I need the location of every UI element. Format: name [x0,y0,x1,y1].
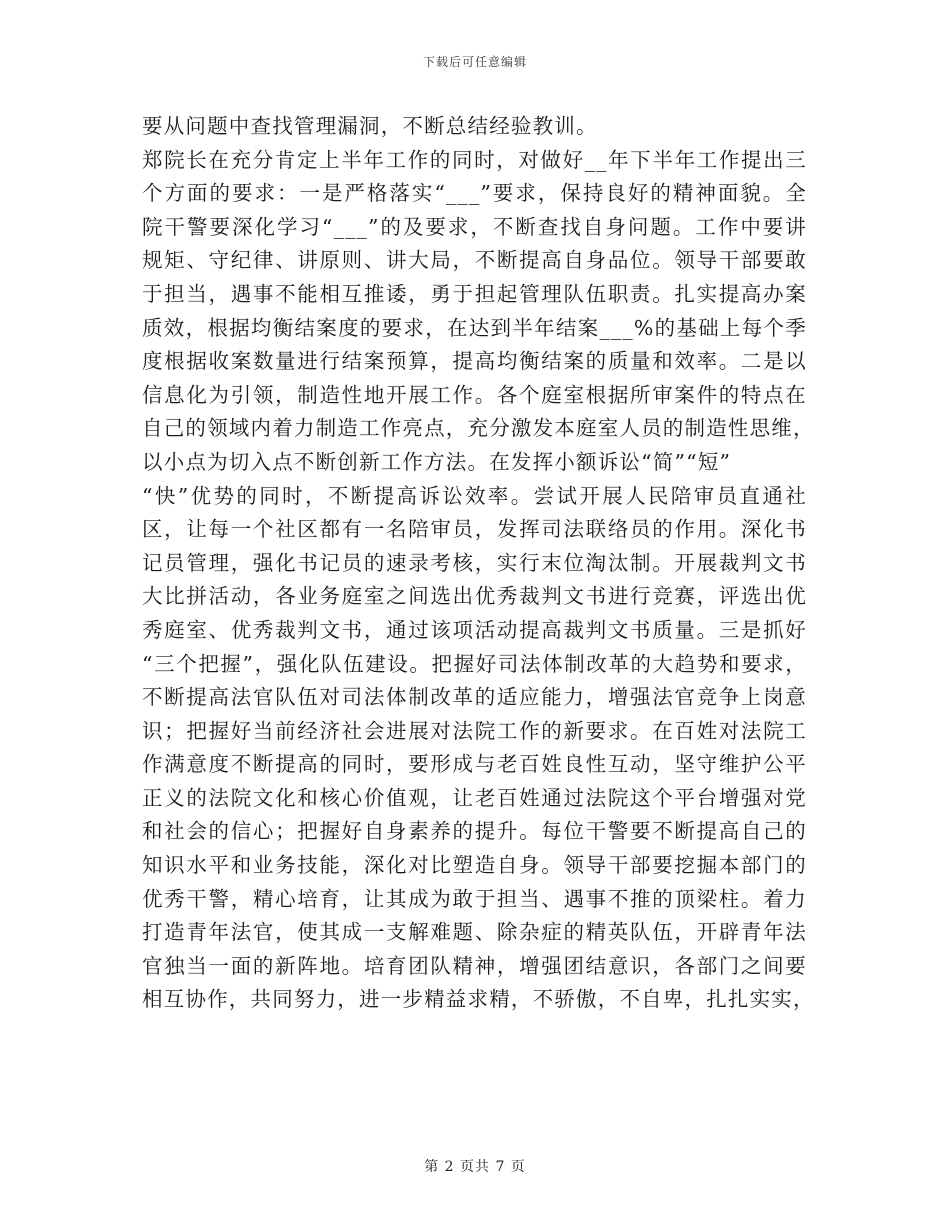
text-line: 官独当一面的新阵地。培育团队精神，增强团结意识，各部门之间要 [142,953,807,978]
text-line: 自己的领域内着力制造工作亮点，充分激发本庭室人员的制造性思维， [142,416,815,441]
text-line: 郑院长在充分肯定上半年工作的同时，对做好__年下半年工作提出三 [142,147,807,172]
text-line: 区，让每一个社区都有一名陪审员，发挥司法联络员的作用。深化书 [142,517,807,542]
text-line: 秀庭室、优秀裁判文书，通过该项活动提高裁判文书质量。三是抓好 [142,617,807,642]
page-number: 第 2 页共 7 页 [424,1159,526,1175]
text-line: 规矩、守纪律、讲原则、讲大局，不断提高自身品位。领导干部要敢 [142,248,807,273]
document-body [142,110,815,1017]
text-line: 质效，根据均衡结案度的要求，在达到半年结案___%的基础上每个季 [142,315,807,340]
text-line: 个方面的要求：一是严格落实“___”要求，保持良好的精神面貌。全 [142,181,807,206]
text-line: “快”优势的同时，不断提高诉讼效率。尝试开展人民陪审员直通社 [142,483,807,508]
text-line: 于担当，遇事不能相互推诿，勇于担起管理队伍职责。扎实提高办案 [142,281,807,306]
text-line: 打造青年法官，使其成一支解难题、除杂症的精英队伍，开辟青年法 [142,920,807,945]
text-line: 作满意度不断提高的同时，要形成与老百姓良性互动，坚守维护公平 [142,752,807,777]
text-line: 识；把握好当前经济社会进展对法院工作的新要求。在百姓对法院工 [142,718,807,743]
text-line: 大比拼活动，各业务庭室之间选出优秀裁判文书进行竞赛，评选出优 [142,584,807,609]
text-line: 相互协作，共同努力，进一步精益求精，不骄傲，不自卑，扎扎实实， [142,987,815,1012]
text-line: 记员管理，强化书记员的速录考核，实行末位淘汰制。开展裁判文书 [142,550,807,575]
text-line: 信息化为引领，制造性地开展工作。各个庭室根据所审案件的特点在 [142,382,807,407]
text-line: 知识水平和业务技能，深化对比塑造自身。领导干部要挖掘本部门的 [142,853,807,878]
text-line: “三个把握”，强化队伍建设。把握好司法体制改革的大趋势和要求， [142,651,807,676]
text-line: 和社会的信心；把握好自身素养的提升。每位干警要不断提高自己的 [142,819,807,844]
text-line: 度根据收案数量进行结案预算，提高均衡结案的质量和效率。二是以 [142,349,807,374]
text-line: 院干警要深化学习“___”的及要求，不断查找自身问题。工作中要讲 [142,214,807,239]
text-line: 要从问题中查找管理漏洞，不断总结经验教训。 [142,114,598,138]
text-line: 不断提高法官队伍对司法体制改革的适应能力，增强法官竞争上岗意 [142,685,807,710]
text-line: 正义的法院文化和核心价值观，让老百姓通过法院这个平台增强对党 [142,785,807,810]
text-line: 优秀干警，精心培育，让其成为敢于担当、遇事不推的顶梁柱。着力 [142,886,807,911]
text-line: 以小点为切入点不断创新工作方法。在发挥小额诉讼“简”“短” [142,449,732,474]
page-header: 下载后可任意编辑 [422,55,527,69]
